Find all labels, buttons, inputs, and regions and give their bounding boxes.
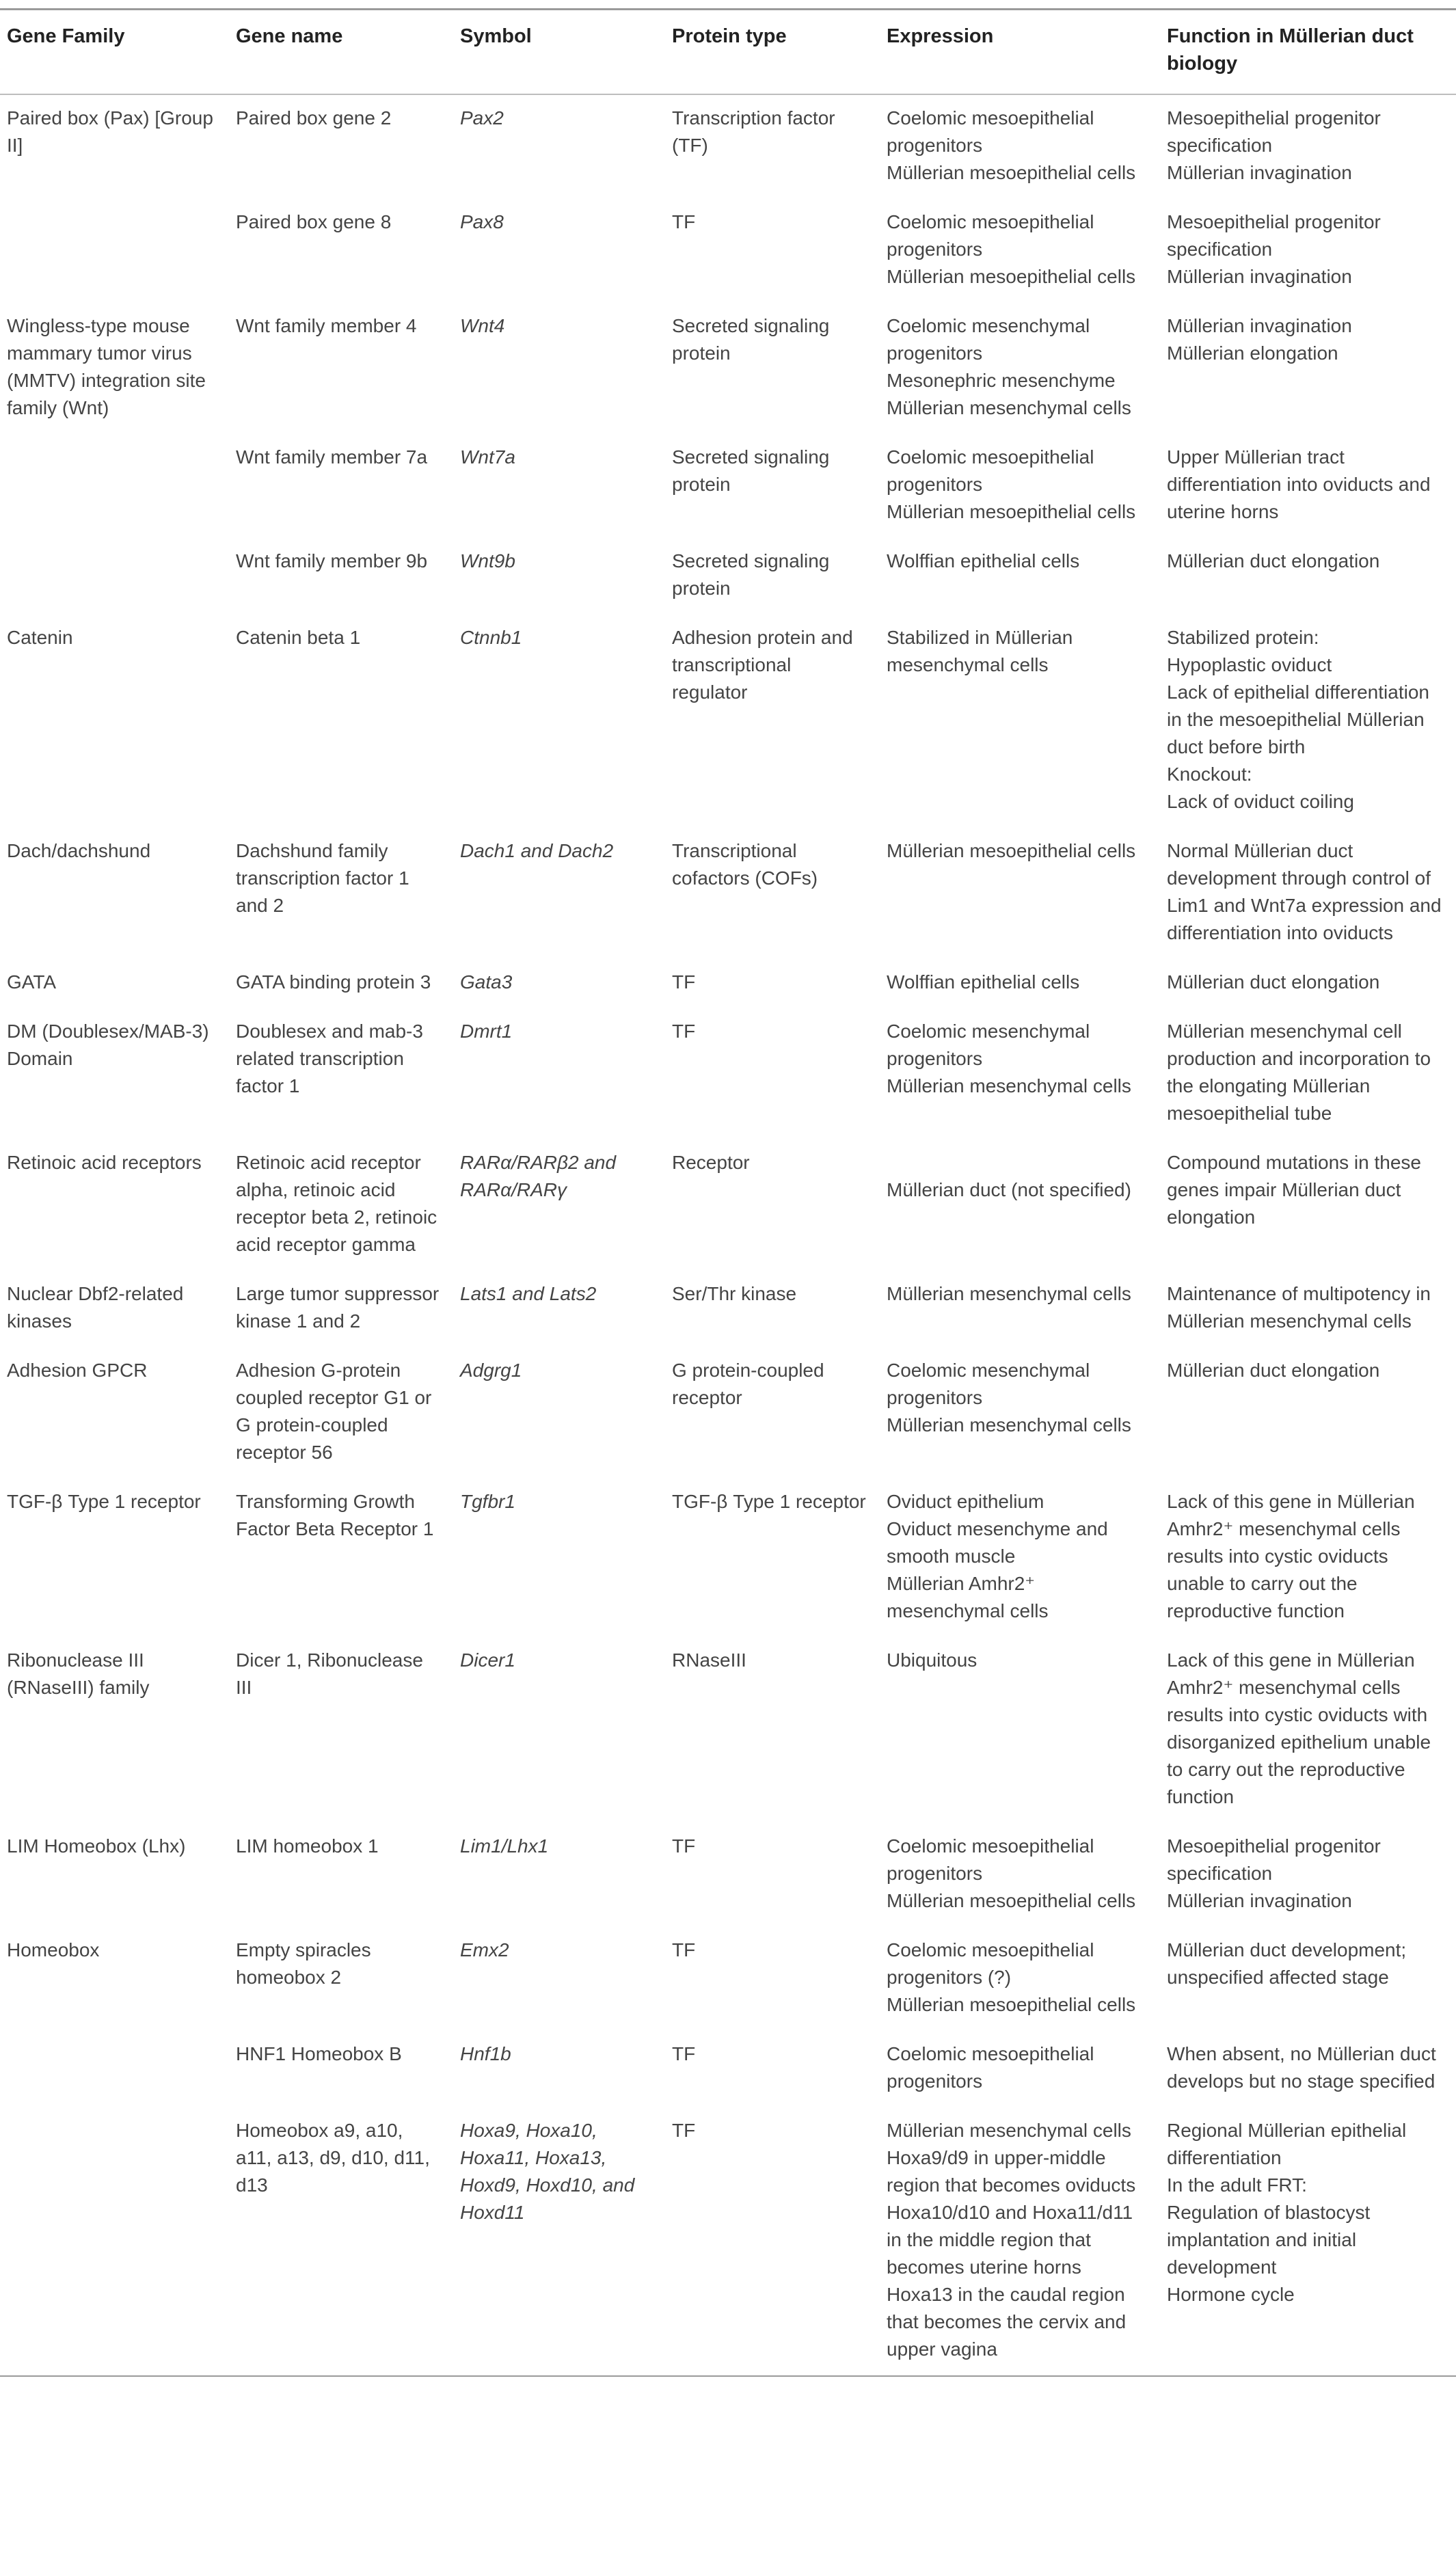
table-row [0, 1637, 1456, 1823]
cell-protein-type: Secreted signaling protein [672, 315, 830, 364]
cell-gene-name: Retinoic acid receptor alpha, retinoic acid receptor beta 2, retinoic acid receptor gamma [236, 1152, 437, 1255]
cell-function [1160, 1637, 1456, 1823]
cell-gene-name: Large tumor suppressor kinase 1 and 2 [236, 1283, 440, 1332]
cell-symbol: RARα/RARβ2 and RARα/RARγ [460, 1152, 617, 1200]
cell-protein-type: Secreted signaling protein [672, 550, 830, 599]
cell-protein-type: TF [672, 2043, 696, 2064]
cell-protein-type: TF [672, 971, 696, 993]
function-line: Regulation of blastocyst implantation and initial development [1167, 2202, 1371, 2278]
function-line: Müllerian invagination [1167, 315, 1352, 336]
table-row [0, 615, 1456, 828]
header-row [0, 10, 1456, 95]
expression-line: Müllerian mesenchymal cells [887, 1283, 1131, 1304]
table-row [0, 1823, 1456, 1927]
function-line: Normal Müllerian duct development through control of Lim1 and Wnt7a expression and differentiation into oviducts [1167, 840, 1442, 943]
function-line: Mesoepithelial progenitor specification [1167, 1835, 1381, 1884]
cell-gene-name: Wnt family member 7a [236, 446, 428, 468]
function-line: Müllerian invagination [1167, 1890, 1352, 1911]
expression-line: Coelomic mesoepithelial progenitors [887, 2043, 1094, 2092]
function-line: Mesoepithelial progenitor specification [1167, 211, 1381, 260]
cell-function [1160, 1479, 1456, 1637]
expression-line: Coelomic mesoepithelial progenitors [887, 211, 1094, 260]
cell-function [1160, 1347, 1456, 1479]
cell-symbol: Wnt7a [460, 446, 515, 468]
cell-gene-family: Retinoic acid receptors [7, 1152, 202, 1173]
cell-expression [880, 828, 1160, 959]
cell-function [1160, 434, 1456, 538]
expression-line: Müllerian mesenchymal cells [887, 2120, 1131, 2141]
cell-expression [880, 1927, 1160, 2031]
cell-protein-type: G protein-coupled receptor [672, 1360, 824, 1408]
table-header [0, 10, 1456, 95]
cell-protein-type: Ser/Thr kinase [672, 1283, 797, 1304]
function-line: Lack of this gene in Müllerian Amhr2⁺ mesenchymal cells results into cystic oviducts unable to carry out the reproductive function [1167, 1491, 1415, 1621]
cell-expression [880, 538, 1160, 615]
cell-symbol: Pax8 [460, 211, 504, 232]
cell-gene-name: Homeobox a9, a10, a11, a13, d9, d10, d11, d13 [236, 2120, 430, 2196]
cell-function [1160, 615, 1456, 828]
table-row [0, 828, 1456, 959]
cell-gene-family: Wingless-type mouse mammary tumor virus (MMTV) integration site family (Wnt) [7, 315, 206, 418]
cell-expression [880, 1347, 1160, 1479]
cell-gene-name: HNF1 Homeobox B [236, 2043, 402, 2064]
cell-symbol: Pax2 [460, 107, 504, 129]
cell-function [1160, 828, 1456, 959]
cell-protein-type: TF [672, 1835, 696, 1857]
cell-symbol: Lats1 and Lats2 [460, 1283, 597, 1304]
cell-function [1160, 1927, 1456, 2031]
cell-gene-name: Paired box gene 2 [236, 107, 392, 129]
cell-symbol: Emx2 [460, 1939, 509, 1960]
table-row [0, 1927, 1456, 2031]
cell-protein-type: TF [672, 1021, 696, 1042]
cell-expression [880, 1008, 1160, 1140]
cell-expression [880, 2031, 1160, 2107]
cell-expression [880, 1140, 1160, 1271]
cell-expression [880, 199, 1160, 303]
expression-line: Müllerian mesoepithelial cells [887, 1994, 1136, 2015]
function-line: Müllerian elongation [1167, 342, 1338, 364]
expression-line: Stabilized in Müllerian mesenchymal cells [887, 627, 1073, 675]
cell-gene-family: Paired box (Pax) [Group II] [7, 107, 213, 156]
cell-symbol: Dach1 and Dach2 [460, 840, 614, 861]
cell-protein-type: TF [672, 1939, 696, 1960]
cell-protein-type: Transcription factor (TF) [672, 107, 835, 156]
function-line: Hypoplastic oviduct [1167, 654, 1332, 675]
table-row [0, 94, 1456, 199]
cell-symbol: Tgfbr1 [460, 1491, 515, 1512]
cell-protein-type: TGF-β Type 1 receptor [672, 1491, 866, 1512]
function-line: Müllerian invagination [1167, 266, 1352, 287]
cell-gene-family: Dach/dachshund [7, 840, 151, 861]
table-row [0, 2107, 1456, 2376]
cell-expression [880, 434, 1160, 538]
expression-line: Oviduct epithelium [887, 1491, 1044, 1512]
cell-expression [880, 959, 1160, 1008]
expression-line: Ubiquitous [887, 1649, 978, 1671]
cell-function [1160, 2107, 1456, 2376]
cell-symbol: Gata3 [460, 971, 513, 993]
function-line: Stabilized protein: [1167, 627, 1319, 648]
cell-gene-family: LIM Homeobox (Lhx) [7, 1835, 186, 1857]
cell-symbol: Hnf1b [460, 2043, 511, 2064]
function-line: Müllerian duct elongation [1167, 550, 1380, 571]
cell-gene-name: LIM homeobox 1 [236, 1835, 379, 1857]
cell-symbol: Lim1/Lhx1 [460, 1835, 549, 1857]
header-function: Function in Müllerian duct biology [1167, 25, 1414, 75]
expression-line: Hoxa13 in the caudal region that becomes the cervix and upper vagina [887, 2284, 1127, 2360]
cell-function [1160, 2031, 1456, 2107]
cell-gene-family [0, 2107, 229, 2376]
table-row [0, 1140, 1456, 1271]
expression-line: Müllerian mesoepithelial cells [887, 162, 1136, 183]
cell-gene-family [0, 199, 229, 303]
cell-gene-family: Adhesion GPCR [7, 1360, 148, 1381]
cell-symbol: Dmrt1 [460, 1021, 513, 1042]
cell-gene-name: Wnt family member 9b [236, 550, 428, 571]
cell-function [1160, 199, 1456, 303]
cell-expression [880, 1637, 1160, 1823]
table-row [0, 1008, 1456, 1140]
cell-symbol: Wnt9b [460, 550, 515, 571]
cell-gene-name: Adhesion G-protein coupled receptor G1 or G protein-coupled receptor 56 [236, 1360, 432, 1463]
expression-line: Coelomic mesenchymal progenitors [887, 315, 1090, 364]
expression-line: Müllerian mesoepithelial cells [887, 1890, 1136, 1911]
function-line: Mesoepithelial progenitor specification [1167, 107, 1381, 156]
cell-gene-family [0, 2031, 229, 2107]
cell-symbol: Wnt4 [460, 315, 505, 336]
expression-line: Wolffian epithelial cells [887, 971, 1080, 993]
function-line: Müllerian invagination [1167, 162, 1352, 183]
function-line: Lack of oviduct coiling [1167, 791, 1354, 812]
cell-function [1160, 1008, 1456, 1140]
cell-protein-type: Transcriptional cofactors (COFs) [672, 840, 818, 889]
cell-gene-name: Doublesex and mab-3 related transcription factor 1 [236, 1021, 423, 1096]
cell-gene-name: Paired box gene 8 [236, 211, 392, 232]
cell-expression [880, 94, 1160, 199]
expression-line: Müllerian mesenchymal cells [887, 1414, 1131, 1435]
function-line: When absent, no Müllerian duct develops but no stage specified [1167, 2043, 1436, 2092]
cell-symbol: Adgrg1 [460, 1360, 522, 1381]
cell-function [1160, 959, 1456, 1008]
expression-line: Müllerian mesenchymal cells [887, 397, 1131, 418]
cell-gene-name: Transforming Growth Factor Beta Receptor 1 [236, 1491, 434, 1539]
cell-protein-type: TF [672, 211, 696, 232]
cell-symbol: Dicer1 [460, 1649, 515, 1671]
function-line: Müllerian duct elongation [1167, 1360, 1380, 1381]
cell-function [1160, 1823, 1456, 1927]
cell-protein-type: Adhesion protein and transcriptional regulator [672, 627, 853, 703]
table-row [0, 2031, 1456, 2107]
function-line: Maintenance of multipotency in Müllerian mesenchymal cells [1167, 1283, 1431, 1332]
expression-line: Hoxa9/d9 in upper-middle region that becomes oviducts [887, 2147, 1136, 2196]
expression-line: Coelomic mesoepithelial progenitors [887, 1835, 1094, 1884]
expression-line: Coelomic mesoepithelial progenitors (?) [887, 1939, 1094, 1988]
table-row [0, 959, 1456, 1008]
cell-gene-family: TGF-β Type 1 receptor [7, 1491, 201, 1512]
cell-expression [880, 2107, 1160, 2376]
expression-line: Wolffian epithelial cells [887, 550, 1080, 571]
cell-symbol: Hoxa9, Hoxa10, Hoxa11, Hoxa13, Hoxd9, Hoxd10, and Hoxd11 [460, 2120, 635, 2223]
header-gene-family: Gene Family [7, 25, 125, 47]
header-gene-name: Gene name [236, 25, 343, 47]
expression-line: Coelomic mesenchymal progenitors [887, 1360, 1090, 1408]
function-line: Müllerian mesenchymal cell production and incorporation to the elongating Müllerian mesoepithelial tube [1167, 1021, 1431, 1124]
header-protein-type: Protein type [672, 25, 787, 47]
expression-line: Hoxa10/d10 and Hoxa11/d11 in the middle region that becomes uterine horns [887, 2202, 1133, 2278]
function-line: Lack of epithelial differentiation in the mesoepithelial Müllerian duct before birth [1167, 682, 1429, 757]
cell-expression [880, 1823, 1160, 1927]
cell-gene-name: Catenin beta 1 [236, 627, 361, 648]
cell-protein-type: TF [672, 2120, 696, 2141]
expression-line: Coelomic mesoepithelial progenitors [887, 107, 1094, 156]
table-row [0, 1271, 1456, 1347]
cell-gene-name: GATA binding protein 3 [236, 971, 431, 993]
table-row [0, 303, 1456, 434]
cell-gene-name: Dicer 1, Ribonuclease III [236, 1649, 423, 1698]
cell-function [1160, 1140, 1456, 1271]
cell-expression [880, 303, 1160, 434]
cell-protein-type: Receptor [672, 1152, 750, 1173]
table-row [0, 1347, 1456, 1479]
cell-expression [880, 1271, 1160, 1347]
function-line: Upper Müllerian tract differentiation into oviducts and uterine horns [1167, 446, 1431, 522]
cell-gene-family: Ribonuclease III (RNaseIII) family [7, 1649, 150, 1698]
function-line: Müllerian duct elongation [1167, 971, 1380, 993]
function-line: Müllerian duct development; unspecified affected stage [1167, 1939, 1407, 1988]
function-line: In the adult FRT: [1167, 2174, 1307, 2196]
header-expression: Expression [887, 25, 994, 47]
cell-function [1160, 538, 1456, 615]
function-line: Hormone cycle [1167, 2284, 1295, 2305]
expression-line: Coelomic mesoepithelial progenitors [887, 446, 1094, 495]
cell-gene-family: GATA [7, 971, 57, 993]
expression-line: Müllerian duct (not specified) [887, 1179, 1131, 1200]
gene-table [0, 8, 1456, 2377]
cell-gene-name: Empty spiracles homeobox 2 [236, 1939, 371, 1988]
function-line: Compound mutations in these genes impair Müllerian duct elongation [1167, 1152, 1421, 1228]
expression-line: Müllerian mesoepithelial cells [887, 266, 1136, 287]
expression-line: Müllerian mesenchymal cells [887, 1075, 1131, 1096]
expression-line: Müllerian mesoepithelial cells [887, 840, 1136, 861]
table-row [0, 538, 1456, 615]
cell-gene-family: Nuclear Dbf2-related kinases [7, 1283, 184, 1332]
cell-expression [880, 615, 1160, 828]
cell-function [1160, 94, 1456, 199]
cell-function [1160, 303, 1456, 434]
table-body [0, 94, 1456, 2376]
expression-line: Müllerian Amhr2⁺ mesenchymal cells [887, 1573, 1049, 1621]
cell-gene-family [0, 538, 229, 615]
expression-line: Mesonephric mesenchyme [887, 370, 1116, 391]
cell-expression [880, 1479, 1160, 1637]
table-row [0, 199, 1456, 303]
header-symbol: Symbol [460, 25, 532, 47]
cell-function [1160, 1271, 1456, 1347]
cell-gene-family [0, 434, 229, 538]
cell-protein-type: Secreted signaling protein [672, 446, 830, 495]
expression-line: Müllerian mesoepithelial cells [887, 501, 1136, 522]
expression-line: Coelomic mesenchymal progenitors [887, 1021, 1090, 1069]
cell-gene-family: Homeobox [7, 1939, 100, 1960]
cell-gene-name: Wnt family member 4 [236, 315, 417, 336]
function-line: Regional Müllerian epithelial differentiation [1167, 2120, 1407, 2168]
expression-line: Oviduct mesenchyme and smooth muscle [887, 1518, 1108, 1567]
cell-gene-family: DM (Doublesex/MAB-3) Domain [7, 1021, 209, 1069]
cell-protein-type: RNaseIII [672, 1649, 746, 1671]
function-line: Lack of this gene in Müllerian Amhr2⁺ mesenchymal cells results into cystic oviducts with disorganized epithelium unable to carry out the reproductive function [1167, 1649, 1431, 1807]
table-row [0, 434, 1456, 538]
cell-symbol: Ctnnb1 [460, 627, 522, 648]
cell-gene-name: Dachshund family transcription factor 1 and 2 [236, 840, 409, 916]
function-line: Knockout: [1167, 764, 1252, 785]
table-row [0, 1479, 1456, 1637]
cell-gene-family: Catenin [7, 627, 73, 648]
